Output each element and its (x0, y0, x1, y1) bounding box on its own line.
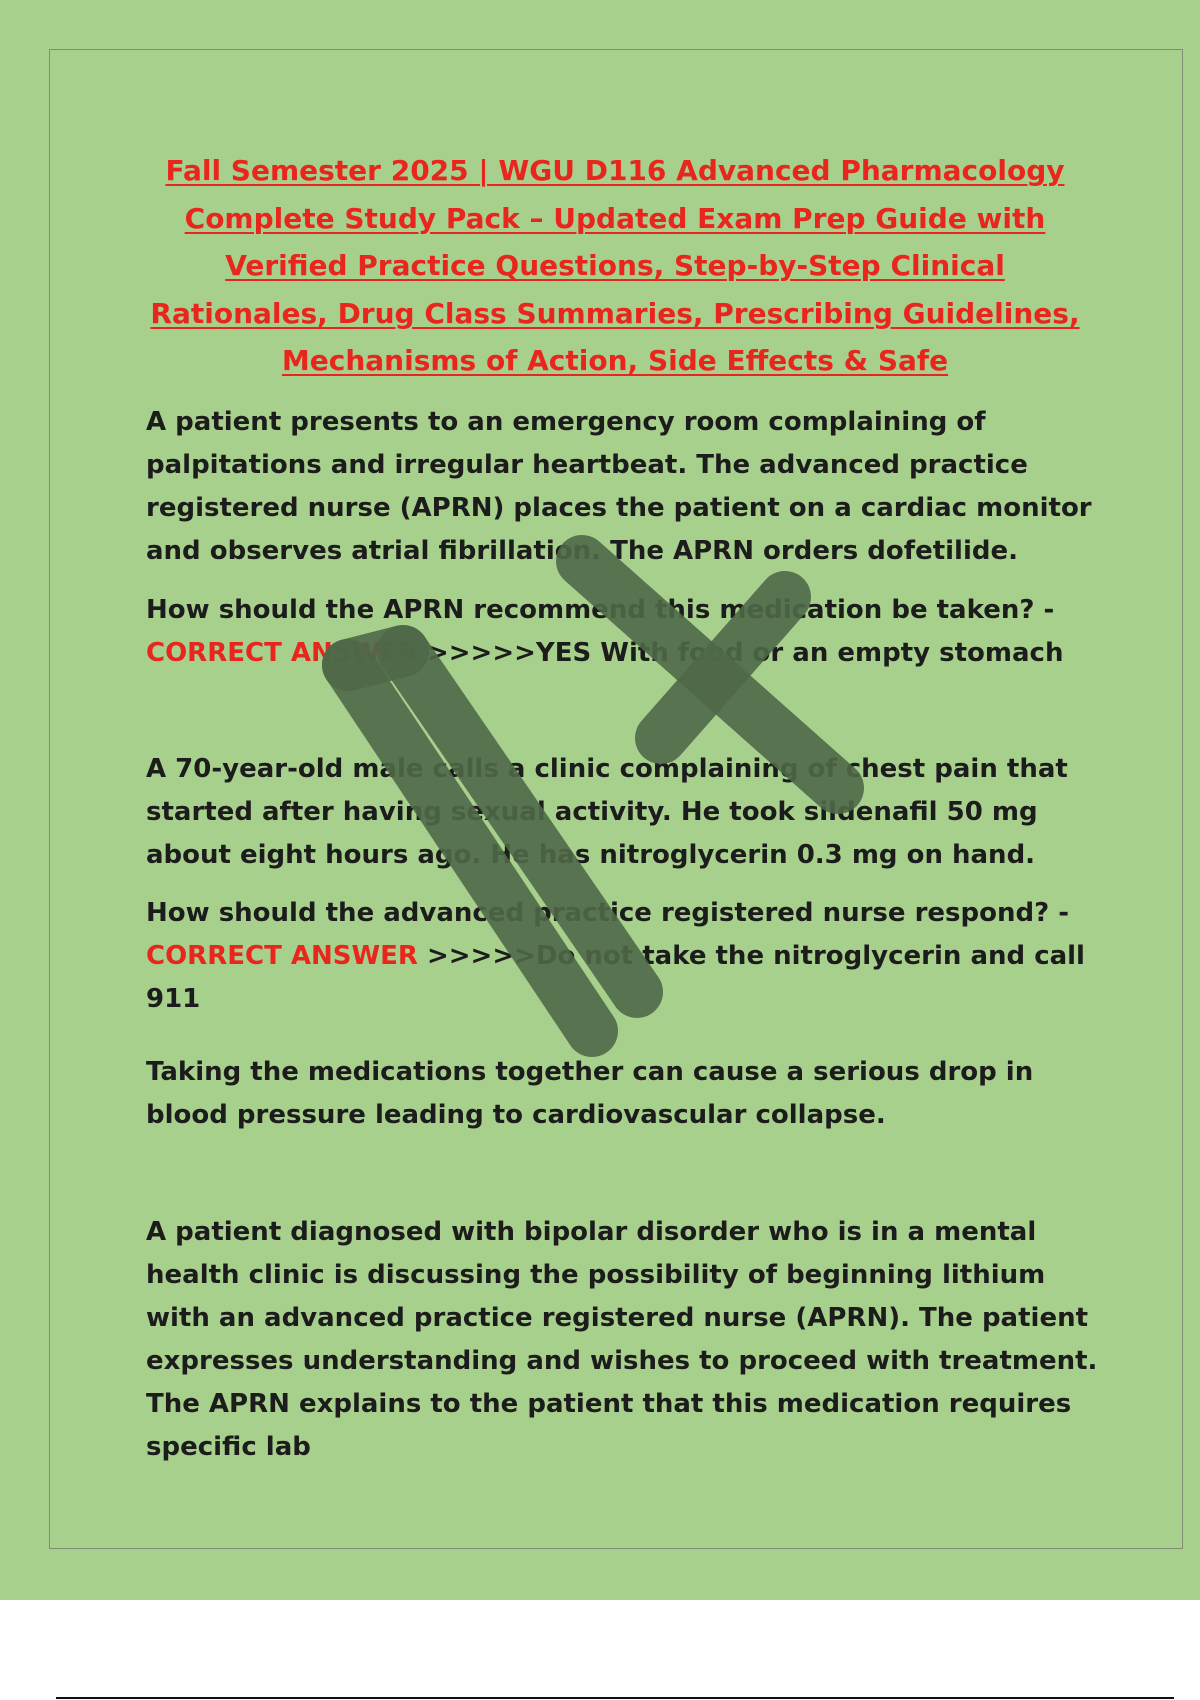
question-2-scenario: A 70-year-old male calls a clinic complaining of chest pain that started after having sexual activity. He took sildenafil 50 mg about eight hours ago. He has nitroglycerin 0.3 mg on hand. (146, 754, 1068, 870)
question-3-scenario: A patient diagnosed with bipolar disorder who is in a mental health clinic is discussing the possibility of beginning lithium with an advanced practice registered nurse (APRN). The patient expresses understanding and wishes to proceed with treatment. The APRN explains to the patient that this medication requires specific lab (146, 1217, 1098, 1462)
question-2-answer: >>>>>Do not take the nitroglycerin and call 911 (146, 941, 1085, 1014)
question-2-text: How should the advanced practice registered nurse respond? - (146, 898, 1070, 928)
bottom-rule (56, 1697, 1174, 1699)
document-title: Fall Semester 2025 | WGU D116 Advanced Pharmacology Complete Study Pack – Updated Exam Prep Guide with Verified Practice Questions, Step-by-Step Clinical Rationales, Drug Class Summaries, Prescribing Guidelines, Mechanisms of Action, Side Effects & Safe (150, 154, 1080, 377)
question-2 (146, 892, 1106, 1021)
question-2-rationale: Taking the medications together can cause a serious drop in blood pressure leading to cardiovascular collapse. (146, 1057, 1034, 1130)
question-1-answer: >>>>>YES With food or an empty stomach (417, 638, 1064, 668)
question-1-text: How should the APRN recommend this medication be taken? - (146, 595, 1055, 625)
question-1 (146, 589, 1106, 675)
correct-answer-label: CORRECT ANSWER (146, 941, 418, 971)
question-1-scenario: A patient presents to an emergency room complaining of palpitations and irregular heartbeat. The advanced practice registered nurse (APRN) places the patient on a cardiac monitor and observes atrial fibrillation. The APRN orders dofetilide. (146, 407, 1092, 566)
correct-answer-label: CORRECT ANSWER (146, 638, 418, 668)
